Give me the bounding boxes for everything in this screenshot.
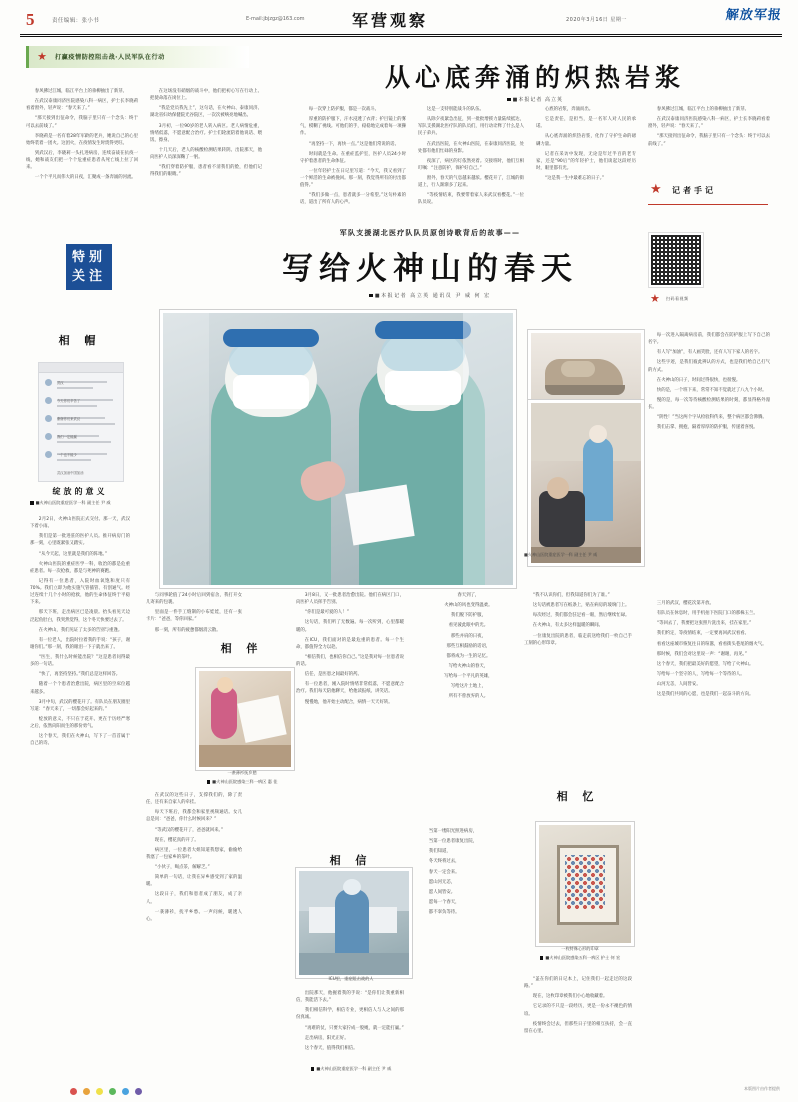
- left-section-heading: 相 帽: [58, 335, 102, 347]
- qr-caption: 扫码看视频: [666, 296, 689, 301]
- paragraph: “我是党员我先上”，这句话，在火神山、泰康同济、湖北省妇幼保健院光谷院区，一次次被响亮地喊出。: [150, 106, 262, 119]
- screenshot-line: 一个也不能少: [57, 453, 77, 457]
- paragraph: 这个春天，我们把最美好的愿望，写给了火神山。: [656, 661, 754, 667]
- paragraph: 2月2日，火神山医院正式交付。那一天，武汉下着小雨。: [30, 517, 130, 530]
- article1-column-3: [300, 106, 406, 216]
- star-icon: ★: [37, 50, 47, 63]
- paragraph: 绽放的意义，不只在于花开。更在于历经严寒之后，依然向阳而生的那份勇气。: [30, 716, 130, 729]
- left-subheading: 绽放的意义: [52, 487, 108, 496]
- paragraph: 我们约定，等疫情结束，一定要再回武汉看看。: [656, 631, 750, 637]
- paragraph: 到武汉后，李晓莉一头扎进病房，连续奋战在抗疫一线，她和战友们把一个个危重症患者从死亡线上拉了回来。: [26, 150, 138, 171]
- reporter-note-title: 记者手记: [672, 186, 716, 195]
- paragraph: 写给每一个平凡的英雄，: [444, 674, 493, 679]
- paragraph: 从除夕夜紧急出征，到一批批增援力量陆续抵达，军队支援湖北医疗队的队员们，用行动诠释了什么是人民子弟兵。: [418, 117, 524, 137]
- paragraph: 我们相信科学，相信专业，更相信人与人之间的那份真诚。: [296, 1008, 404, 1021]
- main-photo: [160, 310, 516, 588]
- paragraph: 在武汉泰康同济医院感染八科一病区，护士长李晓莉看着窗外，轻声说：“春天来了。”: [26, 99, 138, 112]
- paragraph: 写给火神山的春天，: [448, 663, 489, 669]
- paragraph: 有队员在休息时，用手机拍下医院门口的那株玉兰。: [656, 611, 758, 617]
- color-dot: [109, 1088, 116, 1095]
- screenshot-line: 武汉加油中国加油: [57, 471, 84, 475]
- paragraph: 简单的一句话，让我在异乡感受到了家的温暖。: [146, 875, 242, 888]
- icu-caption: [292, 976, 410, 983]
- paragraph: 在火神山，有太多这样温暖的瞬间。: [532, 623, 604, 629]
- right-photo-caption: [524, 552, 642, 558]
- paragraph: 春风拂过江城，临江平台上的垂柳抽出了新芽。: [656, 107, 750, 112]
- paragraph: “等回去了，我要把这张照片洗出来，挂在家里。”: [656, 621, 752, 627]
- paragraph: 我们知道，: [428, 849, 451, 855]
- paragraph: 有人写“加油”，有人画笑脸，还有人写下家人的名字。: [656, 350, 763, 356]
- paragraph: “阴性！”当这两个字从检验科传来，整个病区都会沸腾。: [656, 415, 767, 421]
- feature-byline-text: ■本报记者 高立英 通讯员 尹 威 何 宏: [374, 293, 491, 299]
- poem-column: [420, 592, 508, 822]
- paragraph: 每一次穿上防护服，都是一次战斗。: [308, 107, 380, 112]
- paragraph: 春天到了，: [457, 593, 480, 598]
- paragraph: 都不辜负等待。: [428, 910, 460, 915]
- paragraph: 这个春天，我们在火神山，写下了一首首属于自己的诗。: [30, 734, 130, 747]
- article1-byline-text: ■本报记者 高立英: [512, 97, 563, 103]
- paragraph: 三月的武汉，樱花次第开放。: [656, 601, 714, 606]
- paragraph: 这是一支特别能战斗的队伍。: [426, 107, 484, 112]
- screenshot-line: 谢谢你们来武汉: [57, 417, 81, 421]
- paragraph: 信任，是医患之间最好的药。: [304, 672, 362, 678]
- paragraph: 我们击掌、拥抱，隔着厚厚的防护服，传递着喜悦。: [656, 425, 758, 431]
- stamp-photo: [536, 822, 634, 946]
- paragraph: “那天接到出征命令，我脑子里只有一个念头：终于可以去前线了。”: [26, 116, 138, 129]
- feature-kicker: 军队支援湖北医疗队队员原创诗歌背后的故事——: [339, 229, 521, 237]
- paragraph: 里面是一件手工缝制的小布娃娃，还有一张卡片：“爸爸，等你回家。”: [146, 610, 242, 623]
- paragraph: 在火神山，我们见证了太多的告别与重逢。: [38, 627, 123, 633]
- paragraph: 每天下班后，我都会和家里视频通话。女儿总是问：“爸爸，你什么时候回来？”: [146, 810, 242, 823]
- screenshot-line: 今天你们辛苦了: [57, 399, 81, 403]
- email-label: E-mail:jbjzgz@163.com: [246, 16, 305, 22]
- paragraph: “这是我一生中最难忘的日子。”: [544, 176, 605, 181]
- article1-byline: [300, 96, 770, 103]
- paragraph: “小伙子，喝点茶，解解乏。”: [154, 865, 210, 870]
- mid3-body-text: [420, 828, 508, 1072]
- paragraph: 出院那天，他握着我的手说：“是你们让我重新相信，我能活下去。”: [296, 991, 404, 1004]
- paragraph: 3月初，一位90岁的老人转入病区。老人病情危重，情绪低落，不愿意配合治疗。护士们轮流陪着他说话、喂饭、擦身。: [150, 123, 262, 143]
- mid2-body-text: [296, 990, 404, 1072]
- paragraph: 记得有一位患者，入院时血氧饱和度只有70%。我们立即为他实施气管插管、有创通气。经过连续十几个小时的抢救，他的生命体征终于平稳下来。: [30, 578, 130, 606]
- paragraph: “盖在你们的日记本上，记住我们一起走过的这段路。”: [524, 977, 632, 990]
- paragraph: 3月8日，又一批患者治愈出院。他们在病区门口，向医护人员挥手告别。: [296, 593, 404, 606]
- paragraph: 现在，樱花真的开了。: [154, 837, 199, 843]
- paragraph: “等武汉的樱花开了，爸爸就回来。”: [154, 827, 224, 833]
- paragraph: 病区里，一位患者大姐知道我想家，偷偷给我塞了一包家乡的茶叶。: [146, 847, 242, 860]
- icu-credit-text: ■火神山医院重症医学一科 副主任 尹 威: [316, 1066, 392, 1071]
- paragraph: 窗外，春天的气息越来越浓。樱花开了，江城的街道上，行人渐渐多了起来。: [418, 176, 524, 189]
- campaign-banner: [26, 46, 249, 68]
- star-icon-2: ★: [650, 182, 662, 197]
- paragraph: 夜深了，病区的灯依然亮着。交接班时，他们互相叮嘱：“注意防护，保护好自己。”: [418, 158, 524, 171]
- right1-body-text: [524, 976, 632, 1072]
- paragraph: 走出病房，阳光正好。: [304, 1035, 349, 1041]
- paragraph: “相信我们，也相信你自己。”这是我对每一位患者说的话。: [296, 654, 404, 667]
- section-title: 军营观察: [352, 13, 429, 30]
- paragraph: 春风拂过江城，临江平台上的垂柳抽出了新芽。: [34, 89, 128, 94]
- color-dot: [83, 1088, 90, 1095]
- paragraph: 3月中旬，武汉的樱花开了。有队员在朋友圈里写道：“春天来了，一切都会好起来的。”: [30, 699, 130, 712]
- color-dot: [122, 1088, 129, 1095]
- paragraph: 它记录的不只是一段经历，更是一份永不褪色的情谊。: [524, 1004, 632, 1017]
- paragraph: 写给这片土地上，: [450, 684, 486, 690]
- masthead: [0, 0, 798, 34]
- screenshot-line: 我们一定能赢: [57, 435, 77, 439]
- phone-screenshot: [38, 362, 124, 482]
- paragraph: 一位年轻护士在日记里写道：“今天，我又看到了一个鲜活的生命被挽回。那一刻，我觉得所有的付出都值得。”: [300, 168, 406, 189]
- stamp-caption-title: 一枚特殊心形的印章: [561, 946, 599, 951]
- issue-date: 2020年3月16日 星期一: [566, 17, 627, 23]
- paragraph: 一位康复出院的患者，临走前送给我们一枚自己手工刻的心形印章。: [524, 633, 632, 646]
- paragraph: 愿山河无恙，: [428, 879, 456, 885]
- paragraph: 这个春天，值得我们相信。: [304, 1045, 358, 1051]
- paragraph: “医生，我什么时候能出院？”这是患者问得最多的一句话。: [30, 655, 130, 668]
- mid1-body-text: [146, 792, 242, 1072]
- right1-top-text: [524, 592, 632, 774]
- article1-column-5: [536, 106, 636, 216]
- icu-caption-title: ICU里，重症阻击战的人: [328, 976, 374, 981]
- qr-code[interactable]: [648, 232, 704, 288]
- paragraph: 厚重的防护服下，汗水浸透了衣背；护目镜上的雾气，模糊了视线。可他们的手，稳稳地完成着每一项操作。: [300, 117, 406, 137]
- color-dot: [70, 1088, 77, 1095]
- left-body-text: [30, 516, 130, 1072]
- paragraph: 在ICU，我们面对的是最危重的患者。每一个生命，都值得全力以赴。: [296, 637, 404, 650]
- paragraph: 那些互相鼓励的话语，: [446, 643, 491, 649]
- article1-column-4: [418, 106, 524, 216]
- paragraph: “我们穿着防护服，患者看不清我们的脸，但他们记得我们的眼睛。”: [150, 165, 262, 178]
- right1-heading: 相 忆: [556, 791, 600, 803]
- footer-note: 本版图片由作者提供: [744, 1086, 780, 1091]
- article1-column-1: [26, 88, 138, 216]
- paragraph: 这句话，我们听了无数遍。每一次听到，心里都暖暖的。: [296, 620, 404, 633]
- paragraph: “从今天起，这里就是我们的阵地。”: [38, 551, 108, 557]
- paragraph: 我们脱下防护服，: [450, 613, 486, 619]
- feature-headline: 写给火神山的春天: [282, 251, 578, 286]
- paragraph: 当第一位患者康复出院，: [428, 839, 478, 845]
- paragraph: 火神山的风也变得温柔。: [444, 603, 493, 609]
- color-dot: [96, 1088, 103, 1095]
- paragraph: 慢的是，每一次等待核酸检测结果的时刻，都显得格外漫长。: [648, 397, 770, 410]
- doll-caption-credit: ■火神山医院感染三科一病区 惠 佳: [212, 778, 278, 784]
- paragraph: 每一次进入隔离病房前，我们都会在防护服上写下自己的名字。: [648, 333, 770, 346]
- reporter-note-box: [648, 178, 768, 204]
- paragraph: 时间就是生命。在重症监护室，医护人员24小时守护着患者的生命体征。: [300, 151, 406, 164]
- paragraph: 慢慢地，他开始主动配合，病情一天天好转。: [304, 699, 393, 705]
- paragraph: 与同事轮值了24小时后回到宿舍，我打开女儿寄来的包裹。: [146, 593, 242, 606]
- color-dot: [135, 1088, 142, 1095]
- mid1-heading: 相 伴: [220, 643, 264, 655]
- paragraph: 在武汉泰康同济医院感染八科一病区，护士长李晓莉看着窗外，轻声说：“春天来了。”: [648, 117, 770, 130]
- paragraph: 在武昌医院，在火神山医院，在泰康同济医院，处处都有他们忙碌的身影。: [418, 141, 524, 154]
- paragraph: 有一位老人，出院时拉着我的手说：“孩子，谢谢你们。”那一刻，我的眼泪一下子就出来了。: [30, 637, 130, 650]
- page-folio: 5: [26, 10, 35, 29]
- paragraph: 山河无恙，人间皆安。: [656, 682, 701, 687]
- paragraph: 看见彼此眼中的光。: [448, 623, 489, 629]
- badge-line-2: 关注: [71, 268, 106, 283]
- paragraph: 在武汉的这些日子，支撑我们的，除了责任，还有来自家人的牵挂。: [146, 793, 242, 806]
- paragraph: 那一刻，所有的疲惫都烟消云散。: [154, 627, 221, 633]
- paragraph: 疫情终会过去，但那些日子里的相互扶持，会一直留在心里。: [524, 1021, 632, 1034]
- paragraph: 它是责任，是担当，是一名军人对人民的承诺。: [536, 117, 636, 130]
- left-credit: [30, 500, 130, 507]
- right2-top-text: [648, 332, 770, 592]
- masthead-rule: [20, 34, 782, 35]
- right2-body-text: [648, 600, 770, 1070]
- article1-column-6: [648, 106, 770, 170]
- paragraph: 从心底奔涌的炽热岩浆，化作了守护生命的磅礴力量。: [536, 134, 636, 147]
- paragraph: 现在，这枚印章被我们小心地收藏着。: [532, 994, 608, 1000]
- paragraph: 这是我们共同的心愿，也是我们一起奋斗的方向。: [656, 692, 754, 698]
- editor-label: 责任编辑：张小书: [52, 18, 100, 24]
- paragraph: “等疫情结束，我要带着家人来武汉看樱花。”一位队员说。: [418, 193, 524, 206]
- paper-logo: 解放军报: [725, 7, 783, 22]
- feature-byline: [180, 292, 680, 299]
- left-credit-text: ■火神山医院重症医学一科 副主任 尹 威: [35, 500, 111, 505]
- paragraph: “再坚持一下，再快一点。”这是他们常说的话。: [308, 141, 399, 147]
- right-photo-caption-text: ■火神山医院重症医学一科 副主任 尹 威: [524, 552, 598, 557]
- paragraph: 所有不曾放弃的人。: [448, 694, 489, 700]
- article1-column-2: [150, 88, 262, 216]
- paragraph: “我不认识你们，但我知道你们为了谁。”: [532, 593, 610, 598]
- stamp-caption-credit: ■火神山医院感染五科一病区 护士 何 宏: [545, 954, 621, 960]
- mid2-top-text: [296, 592, 404, 840]
- paragraph: “你们是最可爱的人！”: [304, 610, 349, 616]
- paragraph: “我们多做一点，患者就多一分希望。”这句朴素的话，道出了所有人的心声。: [300, 193, 406, 206]
- screenshot-line: 武汉: [57, 381, 64, 385]
- paragraph: 一袭薄衫，抚平乡愁。一声问候，暖透人心。: [146, 909, 242, 922]
- paragraph: 快的是，一个班下来，常常不知不觉就过了八九个小时。: [656, 387, 767, 393]
- paragraph: 在这场没有硝烟的战斗中，他们把初心写在行动上、把使命落在岗位上。: [150, 89, 262, 102]
- paragraph: 这段日子，我们和患者成了朋友，成了亲人。: [146, 892, 242, 905]
- star-icon-3: ★: [650, 292, 660, 305]
- paragraph: 都将成为一生的记忆。: [446, 653, 491, 659]
- paragraph: 有一位患者，刚入院时情绪非常低落，不愿意配合治疗。我们每天陪他聊天，给他读报纸、讲笑话。: [296, 682, 404, 695]
- paragraph: 写给每一个坚守的人，写给每一个等待的人。: [656, 671, 745, 677]
- paragraph: 那时候，我们会对这里说一声：“谢谢，再见。”: [656, 651, 747, 657]
- paragraph: 一个个平凡而伟大的日夜，汇聚成一条奔涌的河流。: [34, 175, 136, 181]
- paragraph: 看看这座城市恢复往日的喧嚣，看看街头巷尾的烟火气。: [656, 641, 767, 647]
- special-focus-badge: [66, 244, 112, 290]
- paragraph: 我们是第一批进驻的医护人员。推开病房门的那一刻，心里既紧张又踏实。: [30, 534, 130, 547]
- paragraph: 那天下班，走出病区已是凌晨。抬头看见天边泛起鱼肚白，我突然觉得，这个冬天快要过去了。: [30, 610, 130, 623]
- doll-caption-title: 一袭薄衫抚乡愁: [227, 770, 257, 775]
- paragraph: 那些并肩的日夜，: [450, 633, 486, 639]
- badge-line-1: 特别: [71, 249, 106, 265]
- paragraph: 在火神山的日子，时间过得很快，也很慢。: [656, 377, 741, 383]
- article1-headline: 从心底奔涌的炽热岩浆: [384, 65, 685, 92]
- paragraph: 当第一缕阳光照进病房，: [428, 829, 478, 834]
- paragraph: 心底的岩浆，奔涌而出。: [544, 107, 594, 112]
- mid2-heading: 相 信: [329, 855, 373, 867]
- color-calibration-dots: [70, 1080, 190, 1088]
- paragraph: “那天接到出征命令，我脑子里只有一个念头：终于可以去前线了。”: [648, 134, 770, 147]
- paragraph: 愿人间皆安。: [428, 889, 456, 895]
- masthead-rule-2: [20, 36, 782, 37]
- paragraph: 每次经过，我们都会驻足看一眼，然后继续忙碌。: [532, 613, 630, 619]
- paragraph: 这句话被患者写在纸条上，贴在病房的玻璃门上。: [532, 603, 630, 609]
- stamp-caption: [520, 946, 640, 961]
- paragraph: 记者在采访中发现，无论是年过半百的老专家，还是“90后”的年轻护士，他们谈起这段经历时，眼里都有光。: [536, 151, 636, 171]
- doll-photo: [196, 668, 294, 770]
- paragraph: 火神山医院的重症医学一科，收治的都是危重症患者。每一次抢救，都是与死神的赛跑。: [30, 561, 130, 574]
- paragraph: 冬天终将过去，: [428, 859, 460, 865]
- paragraph: “快了，再坚持坚持。”我们总是这样回答。: [38, 672, 121, 678]
- ward-photo: [528, 400, 644, 566]
- paragraph: 春天一定会来。: [428, 869, 460, 875]
- icu-credit: [292, 1066, 410, 1073]
- paragraph: “再难的仗，只要大家拧成一股绳，就一定能打赢。”: [304, 1025, 404, 1031]
- campaign-banner-label: 打赢疫情防控阻击战·人民军队在行动: [55, 54, 165, 61]
- paragraph: 十几天后，老人的核酸检测结果转阴。出院那天，他向医护人员深深鞠了一躬。: [150, 147, 262, 160]
- paragraph: 随着一个个患者治愈出院，病区里的空床位越来越多。: [30, 682, 130, 695]
- paragraph: 这些字迹，是我们彼此辨认的方式，也是我们给自己打气的方式。: [648, 360, 770, 373]
- paragraph: 愿每一个春天，: [428, 899, 460, 905]
- icu-photo: [296, 868, 412, 978]
- paragraph: 李晓莉是一名有着28年军龄的老兵，她说自己的心里始终装着一团火。这团火，在疫情发生时烧得更旺。: [26, 133, 138, 146]
